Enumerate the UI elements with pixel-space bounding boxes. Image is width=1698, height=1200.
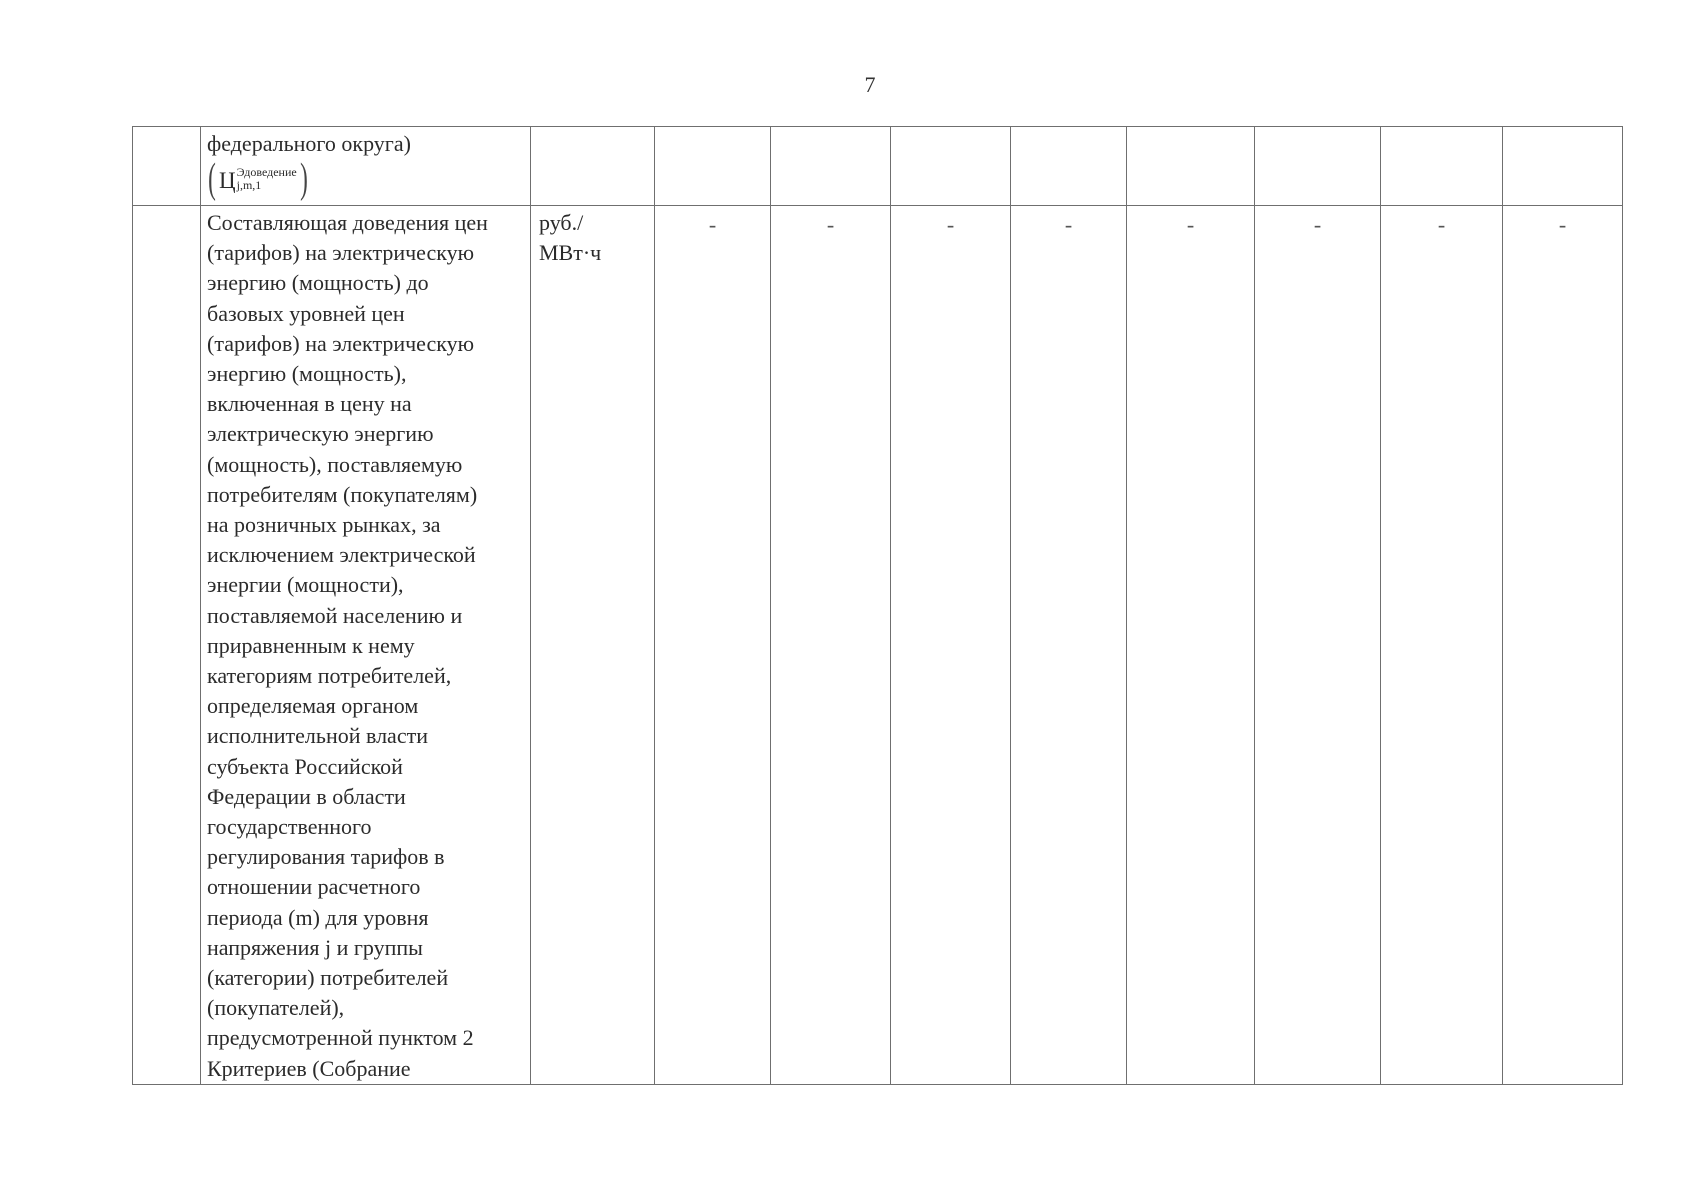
formula-superscript: Эдоведение [236,165,297,180]
value-cell [891,127,1011,206]
description-line: включенная в цену на [207,391,412,417]
unit-line: МВт·ч [539,240,602,266]
description-line: на розничных рынках, за [207,512,441,538]
description-line: государственного [207,814,372,840]
unit-line: руб./ [539,210,584,235]
index-cell [133,127,201,206]
value-cell: - [1381,206,1503,1085]
description-cell [201,206,531,1085]
value-cell: - [655,206,771,1085]
description-line: Федерации в области [207,783,406,809]
description-line: регулирования тарифов в [207,844,445,870]
page-number: 7 [864,72,876,97]
description-line: (тарифов) на электрическую [207,330,475,356]
description-line: энергии (мощности), [207,572,404,598]
table-row-main [133,206,1623,1085]
tariff-formula: ( Ц Эдоведение j,m,1 ) [208,156,308,203]
value-cell: - [1011,206,1127,1085]
index-cell [133,206,201,1085]
description-line: (покупателей), [207,995,345,1021]
value-cell: - [1503,206,1623,1085]
description-line: напряжения j и группы [207,934,423,960]
description-line: энергию (мощность) до [207,270,429,296]
description-line: исключением электрической [207,542,476,568]
description-cell [201,127,531,206]
unit-cell [531,206,655,1085]
value-cell: - [891,206,1011,1085]
description-line: периода (m) для уровня [207,904,429,930]
description-line: базовых уровней цен [207,300,405,326]
value-cell [1255,127,1381,206]
description-line: (категории) потребителей [207,965,449,991]
description-line: определяемая органом [207,693,419,719]
value-cell [1011,127,1127,206]
continuation-text: федерального округа) [207,131,411,156]
formula-symbol: Ц [219,168,236,194]
value-cell: - [1127,206,1255,1085]
formula-subscript: j,m,1 [236,178,262,193]
tariff-table [132,126,1623,1085]
description-line: Критериев (Собрание [207,1055,411,1081]
value-cell: - [771,206,891,1085]
value-cell [655,127,771,206]
unit-cell [531,127,655,206]
description-line: потребителям (покупателям) [207,481,478,507]
table-row-continuation [133,127,1623,206]
description-line: Составляющая доведения цен [207,210,488,235]
description-line: предусмотренной пунктом 2 [207,1025,474,1051]
value-cell: - [1255,206,1381,1085]
description-line: отношении расчетного [207,874,421,900]
description-line: категориям потребителей, [207,663,452,689]
description-line: (тарифов) на электрическую [207,240,475,266]
description-line: приравненным к нему [207,632,415,658]
value-cell [1127,127,1255,206]
description-line: субъекта Российской [207,753,403,779]
value-cell [1503,127,1623,206]
description-line: (мощность), поставляемую [207,451,463,477]
value-cell [771,127,891,206]
description-line: электрическую энергию [207,421,434,447]
description-line: поставляемой населению и [207,602,463,628]
description-line: исполнительной власти [207,723,428,749]
value-cell [1381,127,1503,206]
description-line: энергию (мощность), [207,361,407,387]
